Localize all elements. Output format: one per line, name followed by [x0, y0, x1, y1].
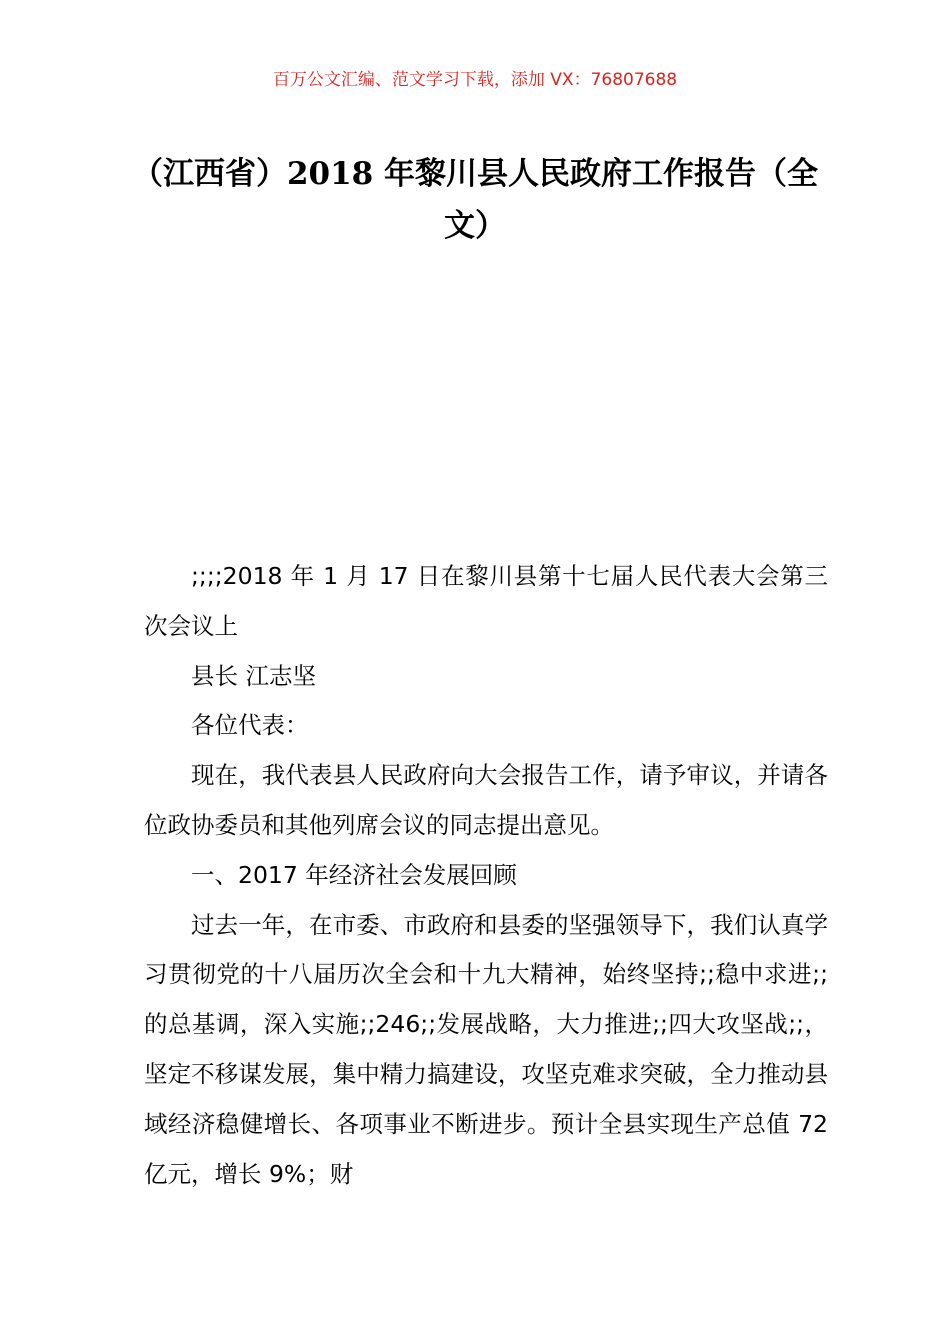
header-banner: 百万公文汇编、范文学习下载，添加 VX：76807688: [272, 70, 678, 90]
meeting-info-paragraph: ;;;;2018 年 1 月 17 日在黎川县第十七届人民代表大会第三次会议上: [144, 562, 828, 640]
section-heading: 一、2017 年经济社会发展回顾: [191, 860, 517, 889]
review-paragraph: 过去一年，在市委、市政府和县委的坚强领导下，我们认真学习贯彻党的十八届历次全会和十九大精神，始终坚持;;稳中求进;;的总基调，深入实施;;246;;发展战略，大力推进;;四大攻坚战;;，坚定不移谋发展，集中精力搞建设，攻坚克难求突破，全力推动县域经济稳健增长、各项事业不断进步。预计全县实现生产总值 72 亿元，增长 9%；财: [144, 910, 828, 1188]
intro-paragraph: 现在，我代表县人民政府向大会报告工作，请予审议，并请各位政协委员和其他列席会议的同志提出意见。: [144, 761, 828, 839]
salutation-line: 各位代表：: [191, 711, 309, 740]
speaker-line: 县长 江志坚: [191, 661, 316, 690]
document-title: （江西省）2018 年黎川县人民政府工作报告（全文）: [131, 156, 819, 244]
document-body: [144, 552, 828, 1199]
